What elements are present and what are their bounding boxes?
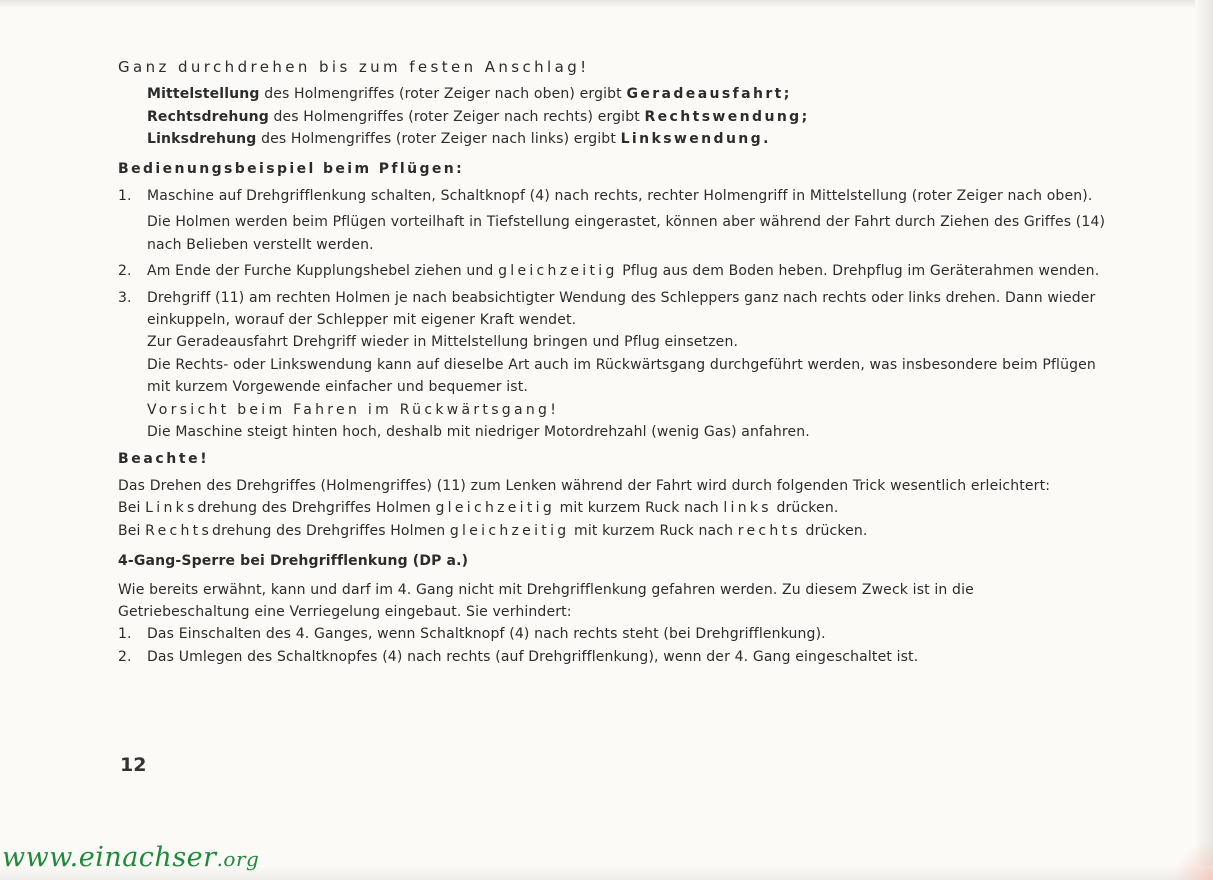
result-rechtswendung: Rechtswendung;: [644, 108, 810, 125]
section-heading-gang-sperre: 4-Gang-Sperre bei Drehgrifflenkung (DP a.): [118, 553, 469, 570]
item-number: 3.: [118, 289, 132, 306]
list-item: [118, 287, 1108, 444]
spaced-word: Rechts: [145, 522, 213, 539]
list-item: [118, 260, 1108, 282]
item-number: 2.: [118, 263, 132, 280]
line-text: des Holmengriffes (roter Zeiger nach oben) ergibt: [259, 86, 627, 103]
item-paragraph: Zur Geradeausfahrt Drehgriff wieder in Mittelstellung bringen und Pflug einsetzen.: [147, 334, 739, 351]
text-fragment: drücken.: [771, 500, 839, 517]
gang-paragraph: Wie bereits erwähnt, kann und darf im 4. Gang nicht mit Drehgrifflenkung gefahren werden. Zu diesem Zweck ist in die Getriebeschaltung eine Verriegelung eingebaut. Sie verhindert:: [118, 581, 974, 620]
item-paragraph: [147, 260, 1108, 282]
text-fragment: Bei: [118, 522, 146, 539]
list-item: [118, 646, 1108, 668]
line-rechtsdrehung: [118, 106, 1108, 128]
spaced-word: links: [723, 500, 772, 517]
text-fragment: drehung des Drehgriffes Holmen: [212, 522, 450, 539]
text-fragment: Pflug aus dem Boden heben. Drehpflug im Geräterahmen wenden.: [617, 263, 1100, 280]
item-paragraph: Das Umlegen des Schaltknopfes (4) nach rechts (auf Drehgrifflenkung), wenn der 4. Gang eingeschaltet ist.: [147, 648, 919, 665]
watermark-main: www.einachser: [2, 842, 217, 873]
watermark-tail: .org: [216, 847, 260, 871]
spaced-word: gleichzeitig: [435, 500, 556, 517]
line-mittelstellung: [118, 83, 1108, 105]
item-paragraph: Die Maschine steigt hinten hoch, deshalb mit niedriger Motordrehzahl (wenig Gas) anfahren.: [147, 424, 810, 441]
page-top-edge: [0, 0, 1213, 8]
line-text: des Holmengriffes (roter Zeiger nach links) ergibt: [256, 131, 621, 148]
spaced-word: gleichzeitig: [449, 522, 570, 539]
item-paragraph: Die Rechts- oder Linkswendung kann auf dieselbe Art auch im Rückwärtsgang durchgeführt werden, was insbesondere beim Pflügen mit kurzem Vorgewende einfacher und bequemer ist.: [147, 356, 1096, 396]
result-geradeausfahrt: Geradeausfahrt;: [626, 86, 792, 103]
lead-line: Ganz durchdrehen bis zum festen Anschlag!: [118, 58, 590, 76]
section-heading-beachte: Beachte!: [118, 450, 210, 467]
text-fragment: mit kurzem Ruck nach: [555, 500, 724, 517]
item-number: 2.: [118, 648, 132, 665]
section-heading-example: Bedienungsbeispiel beim Pflügen:: [118, 160, 465, 177]
text-fragment: drücken.: [800, 522, 868, 539]
beachte-line-links: [118, 497, 1108, 519]
text-fragment: drehung des Drehgriffes Holmen: [197, 500, 436, 517]
item-number: 1.: [118, 626, 132, 643]
result-linkswendung: Linkswendung.: [620, 131, 771, 148]
page-right-edge: [1195, 0, 1213, 880]
term-rechtsdrehung: Rechtsdrehung: [147, 108, 269, 125]
page-content: [118, 56, 1108, 668]
item-paragraph: Die Holmen werden beim Pflügen vorteilhaft in Tiefstellung eingerastet, können aber während der Fahrt durch Ziehen des Griffes (14) nach Belieben verstellt werden.: [147, 214, 1106, 253]
page-corner-stain: [1173, 840, 1213, 880]
line-linksdrehung: [118, 128, 1108, 150]
term-mittelstellung: Mittelstellung: [147, 86, 260, 103]
beachte-paragraph: Das Drehen des Drehgriffes (Holmengriffes) (11) zum Lenken während der Fahrt wird durch folgenden Trick wesentlich erleichtert:: [118, 477, 1051, 494]
line-text: des Holmengriffes (roter Zeiger nach rechts) ergibt: [268, 108, 645, 125]
list-item: [118, 623, 1108, 645]
item-paragraph: Das Einschalten des 4. Ganges, wenn Schaltknopf (4) nach rechts steht (bei Drehgrifflenkung).: [147, 626, 826, 643]
item-number: 1.: [118, 188, 132, 205]
list-item: [118, 185, 1108, 256]
spaced-word: rechts: [737, 522, 801, 539]
watermark-link: [2, 842, 259, 873]
beachte-line-rechts: [118, 520, 1108, 542]
page-number: 12: [120, 754, 147, 776]
spaced-word: Links: [145, 500, 198, 517]
text-fragment: mit kurzem Ruck nach: [569, 522, 738, 539]
warning-line: Vorsicht beim Fahren im Rückwärtsgang!: [147, 401, 560, 418]
item-paragraph: Drehgriff (11) am rechten Holmen je nach beabsichtigter Wendung des Schleppers ganz nach rechts oder links drehen. Dann wieder einkuppeln, worauf der Schlepper mit eigener Kraft wendet.: [147, 289, 1096, 329]
text-fragment: Am Ende der Furche Kupplungshebel ziehen und: [147, 263, 499, 280]
item-paragraph: Maschine auf Drehgrifflenkung schalten, Schaltknopf (4) nach rechts, rechter Holmengriff in Mittelstellung (roter Zeiger nach oben).: [147, 188, 1093, 205]
spaced-word: gleichzeitig: [498, 263, 618, 280]
text-fragment: Bei: [118, 500, 146, 517]
term-linksdrehung: Linksdrehung: [147, 131, 257, 148]
